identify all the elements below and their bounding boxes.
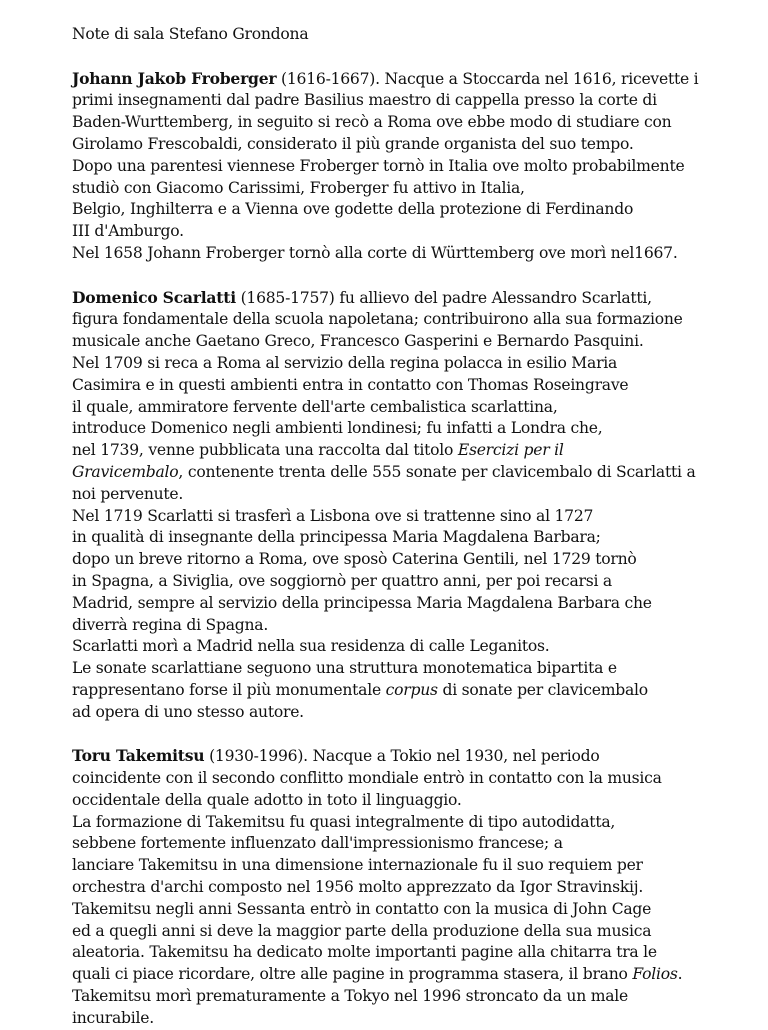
text-line: [72, 921, 712, 943]
document-header: Note di sala Stefano Grondona: [72, 25, 309, 43]
text-segment: orchestra d'archi composto nel 1956 molto apprezzato da Igor Stravinskij.: [72, 878, 644, 897]
text-segment: Scarlatti morì a Madrid nella sua residenza di calle Leganitos.: [72, 637, 550, 656]
text-line: [72, 833, 712, 855]
work-title: Folios: [632, 965, 678, 984]
text-line: [72, 658, 712, 680]
text-line: [72, 986, 712, 1008]
text-segment: Takemitsu negli anni Sessanta entrò in contatto con la musica di John Cage: [72, 899, 652, 918]
composer-name: Domenico Scarlatti: [72, 287, 236, 307]
text-segment: Le sonate scarlattiane seguono una struttura monotematica bipartita e: [72, 659, 617, 678]
text-segment: primi insegnamenti dal padre Basilius maestro di cappella presso la corte di: [72, 91, 657, 110]
text-line: [72, 899, 712, 921]
text-line: [72, 768, 712, 790]
text-line: [72, 484, 712, 506]
text-line: [72, 615, 712, 637]
text-line: [72, 942, 712, 964]
text-segment: Baden-Wurttemberg, in seguito si recò a Roma ove ebbe modo di studiare con: [72, 113, 672, 132]
text-line: [72, 199, 712, 221]
text-line: [72, 418, 712, 440]
text-segment: musicale anche Gaetano Greco, Francesco Gasperini e Bernardo Pasquini.: [72, 332, 644, 351]
text-segment: Madrid, sempre al servizio della principessa Maria Magdalena Barbara che: [72, 593, 652, 612]
text-line: [72, 462, 712, 484]
text-line: [72, 134, 712, 156]
text-line: [72, 331, 712, 353]
spacer: [72, 265, 712, 287]
text-line: [72, 178, 712, 200]
text-segment: diverrà regina di Spagna.: [72, 615, 269, 634]
text-line: [72, 440, 712, 462]
text-line: [72, 375, 712, 397]
text-line: [72, 1008, 712, 1030]
text-segment: sebbene fortemente influenzato dall'impressionismo francese; a: [72, 834, 563, 853]
text-segment: in Spagna, a Siviglia, ove soggiornò per quattro anni, per poi recarsi a: [72, 571, 612, 590]
text-segment: dopo un breve ritorno a Roma, ove sposò Caterina Gentili, nel 1729 tornò: [72, 550, 637, 569]
text-line: [72, 571, 712, 593]
text-segment: III d'Amburgo.: [72, 222, 184, 241]
spacer: [72, 724, 712, 746]
text-segment: Girolamo Frescobaldi, considerato il più grande organista del suo tempo.: [72, 134, 634, 153]
sections-container: [72, 68, 712, 1030]
text-line: [72, 812, 712, 834]
text-line: [72, 680, 712, 702]
text-line: [72, 636, 712, 658]
section-toru-takemitsu: [72, 745, 712, 1029]
text-segment: Belgio, Inghilterra e a Vienna ove godette della protezione di Ferdinando: [72, 200, 634, 219]
text-line: [72, 90, 712, 112]
text-line: [72, 964, 712, 986]
section-johann-jakob-froberger: [72, 68, 712, 265]
text-segment: (1616-1667). Nacque a Stoccarda nel 1616, ricevette i: [276, 69, 699, 88]
text-segment: in qualità di insegnante della principessa Maria Magdalena Barbara;: [72, 528, 601, 547]
text-segment: Takemitsu morì prematuramente a Tokyo nel 1996 stroncato da un male: [72, 987, 629, 1006]
text-segment: (1685-1757) fu allievo del padre Alessandro Scarlatti,: [235, 288, 652, 307]
document-page: [72, 24, 712, 1030]
text-segment: figura fondamentale della scuola napoletana; contribuirono alla sua formazione: [72, 310, 683, 329]
composer-name: Toru Takemitsu: [72, 746, 205, 766]
text-segment: .: [677, 965, 683, 984]
text-segment: quali ci piace ricordare, oltre alle pagine in programma stasera, il brano: [72, 965, 633, 984]
text-line: [72, 506, 712, 528]
work-title: Gravicembalo: [72, 462, 179, 481]
text-line: [72, 243, 712, 265]
text-segment: ed a quegli anni si deve la maggior parte della produzione della sua musica: [72, 921, 652, 940]
text-line: [72, 877, 712, 899]
text-segment: La formazione di Takemitsu fu quasi integralmente di tipo autodidatta,: [72, 812, 616, 831]
text-line: [72, 353, 712, 375]
text-line: [72, 855, 712, 877]
work-title: Esercizi per il: [457, 441, 564, 460]
text-line: [72, 112, 712, 134]
text-line: [72, 549, 712, 571]
work-title: corpus: [385, 680, 438, 699]
text-segment: noi pervenute.: [72, 484, 184, 503]
text-segment: (1930-1996). Nacque a Tokio nel 1930, nel periodo: [204, 747, 600, 766]
text-segment: occidentale della quale adotto in toto il linguaggio.: [72, 790, 462, 809]
text-segment: introduce Domenico negli ambienti londinesi; fu infatti a Londra che,: [72, 419, 603, 438]
text-segment: coincidente con il secondo conflitto mondiale entrò in contatto con la musica: [72, 769, 662, 788]
text-line: [72, 287, 712, 310]
text-line: [72, 68, 712, 91]
text-segment: Nel 1658 Johann Froberger tornò alla corte di Württemberg ove morì nel1667.: [72, 243, 678, 262]
text-segment: studiò con Giacomo Carissimi, Froberger fu attivo in Italia,: [72, 178, 525, 197]
text-segment: Casimira e in questi ambienti entra in contatto con Thomas Roseingrave: [72, 375, 629, 394]
text-line: [72, 593, 712, 615]
text-line: [72, 156, 712, 178]
text-segment: rappresentano forse il più monumentale: [72, 680, 386, 699]
text-segment: Dopo una parentesi viennese Froberger tornò in Italia ove molto probabilmente: [72, 156, 685, 175]
text-line: [72, 702, 712, 724]
text-line: [72, 790, 712, 812]
text-segment: incurabile.: [72, 1008, 154, 1027]
text-segment: ad opera di uno stesso autore.: [72, 702, 304, 721]
text-segment: aleatoria. Takemitsu ha dedicato molte importanti pagine alla chitarra tra le: [72, 943, 657, 962]
text-line: [72, 527, 712, 549]
spacer: [72, 46, 712, 68]
section-domenico-scarlatti: [72, 287, 712, 724]
text-segment: nel 1739, venne pubblicata una raccolta dal titolo: [72, 441, 458, 460]
text-segment: di sonate per clavicembalo: [437, 680, 648, 699]
text-line: [72, 221, 712, 243]
text-segment: Nel 1709 si reca a Roma al servizio della regina polacca in esilio Maria: [72, 353, 618, 372]
text-line: [72, 397, 712, 419]
text-line: [72, 309, 712, 331]
text-segment: il quale, ammiratore fervente dell'arte cembalistica scarlattina,: [72, 397, 558, 416]
text-segment: , contenente trenta delle 555 sonate per clavicembalo di Scarlatti a: [178, 462, 696, 481]
text-segment: Nel 1719 Scarlatti si trasferì a Lisbona ove si trattenne sino al 1727: [72, 506, 594, 525]
text-segment: lanciare Takemitsu in una dimensione internazionale fu il suo requiem per: [72, 856, 643, 875]
composer-name: Johann Jakob Froberger: [72, 68, 277, 88]
text-line: [72, 745, 712, 768]
